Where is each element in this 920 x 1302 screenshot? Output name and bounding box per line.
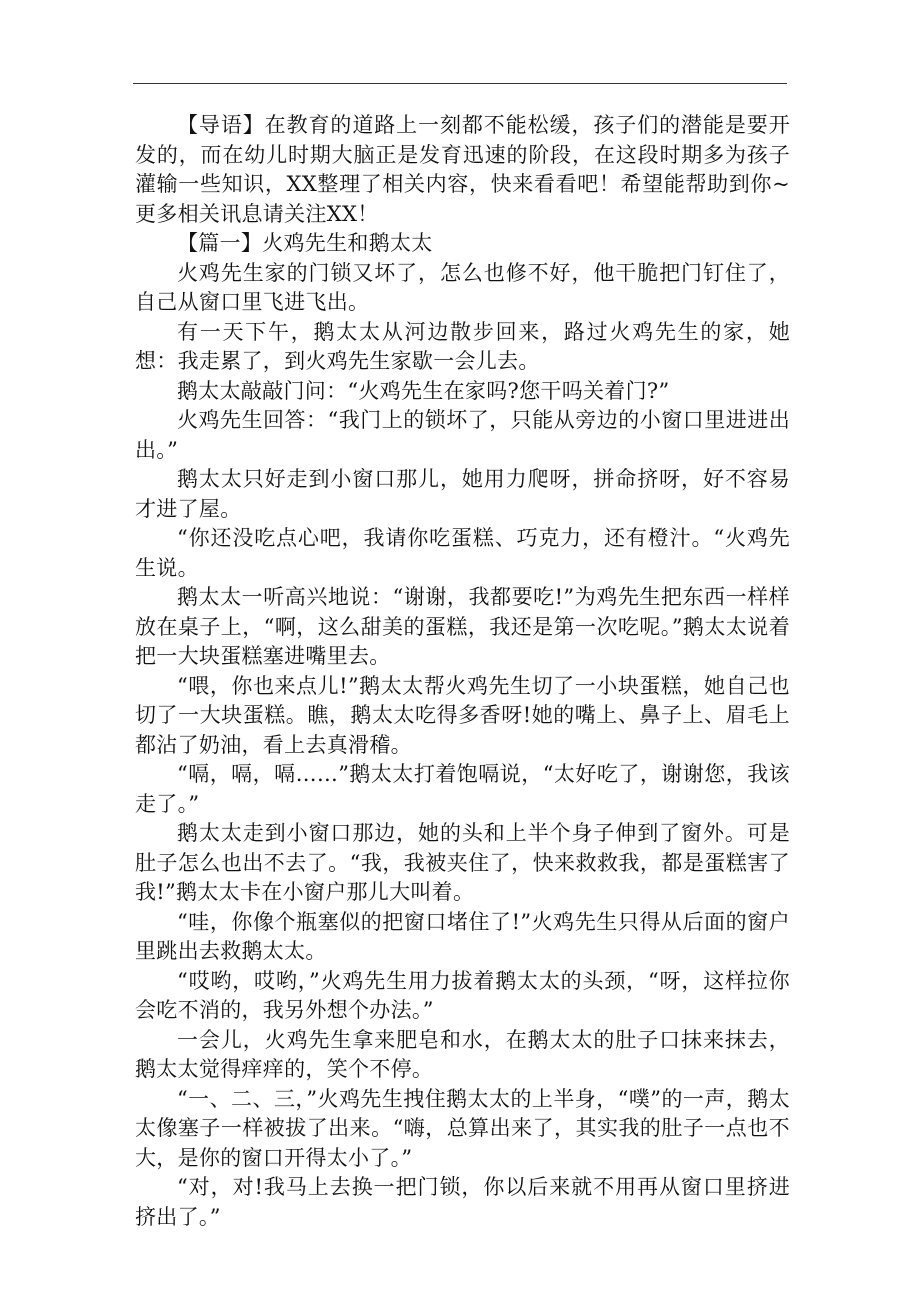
document-body: [135, 111, 790, 1232]
story-paragraph: “哇，你像个瓶塞似的把窗口堵住了!”火鸡先生只得从后面的窗户里跳出去救鹅太太。: [135, 909, 790, 963]
story-paragraph: 火鸡先生家的门锁又坏了，怎么也修不好，他干脆把门钉住了，自己从窗口里飞进飞出。: [135, 260, 790, 314]
section-heading: 【篇一】火鸡先生和鹅太太: [177, 231, 433, 255]
header-rule: [133, 83, 787, 84]
story-paragraph: 鹅太太只好走到小窗口那儿，她用力爬呀，拼命挤呀，好不容易才进了屋。: [135, 467, 790, 521]
story-paragraph: “嗝，嗝，嗝……”鹅太太打着饱嗝说，“太好吃了，谢谢您，我该走了。”: [135, 762, 790, 816]
story-paragraph: 有一天下午，鹅太太从河边散步回来，路过火鸡先生的家，她想：我走累了，到火鸡先生家歇一会儿去。: [135, 319, 790, 373]
story-paragraph: 鹅太太一听高兴地说：“谢谢，我都要吃!”为鸡先生把东西一样样放在桌子上，“啊，这么甜美的蛋糕，我还是第一次吃呢。”鹅太太说着把一大块蛋糕塞进嘴里去。: [135, 585, 790, 668]
story-paragraph: “喂，你也来点儿!”鹅太太帮火鸡先生切了一小块蛋糕，她自己也切了一大块蛋糕。瞧，鹅太太吃得多香呀!她的嘴上、鼻子上、眉毛上都沾了奶油，看上去真滑稽。: [135, 673, 790, 757]
story-paragraph: 鹅太太敲敲门问：“火鸡先生在家吗?您干吗关着门?”: [177, 378, 670, 403]
story-paragraph: “对，对!我马上去换一把门锁，你以后来就不用再从窗口里挤进挤出了。”: [135, 1175, 790, 1229]
story-paragraph: “你还没吃点心吧，我请你吃蛋糕、巧克力，还有橙汁。“火鸡先生说。: [135, 526, 790, 580]
intro-paragraph: 【导语】在教育的道路上一刻都不能松缓，孩子们的潜能是要开发的，而在幼儿时期大脑正是发育迅速的阶段，在这段时期多为孩子灌输一些知识，XX整理了相关内容，快来看看吧！希望能帮助到你~更多相关讯息请关注XX！: [135, 113, 790, 226]
story-paragraph: 鹅太太走到小窗口那边，她的头和上半个身子伸到了窗外。可是肚子怎么也出不去了。“我，我被夹住了，快来救救我，都是蛋糕害了我!”鹅太太卡在小窗户那儿大叫着。: [135, 821, 790, 904]
story-paragraph: “哎哟，哎哟，”火鸡先生用力拔着鹅太太的头颈，“呀，这样拉你会吃不消的，我另外想个办法。”: [135, 968, 790, 1022]
story-paragraph: “一、二、三，”火鸡先生拽住鹅太太的上半身，“噗”的一声，鹅太太像塞子一样被拔了出来。“嗨，总算出来了，其实我的肚子一点也不大，是你的窗口开得太小了。”: [135, 1086, 790, 1170]
story-paragraph: 火鸡先生回答：“我门上的锁坏了，只能从旁边的小窗口里进进出出。”: [135, 408, 790, 462]
story-paragraph: 一会儿，火鸡先生拿来肥皂和水，在鹅太太的肚子口抹来抹去，鹅太太觉得痒痒的，笑个不停。: [135, 1027, 790, 1081]
